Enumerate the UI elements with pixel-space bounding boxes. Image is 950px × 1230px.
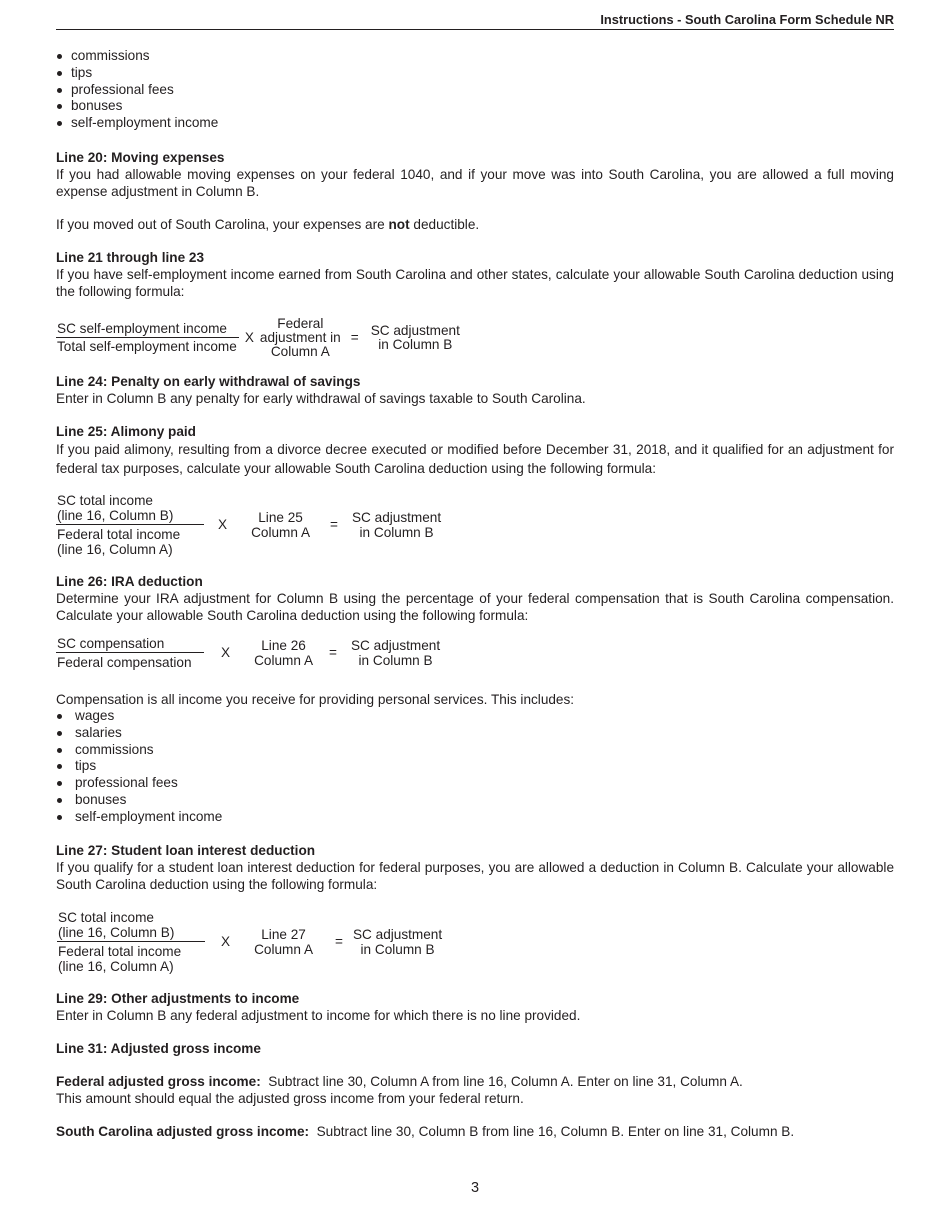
result-term: SC adjustment in Column B — [352, 926, 443, 957]
page-content — [56, 48, 894, 1140]
formula-line-27 — [56, 910, 894, 974]
result-term: SC adjustment in Column B — [351, 509, 442, 540]
list-item: tips — [56, 758, 894, 775]
paragraph: Determine your IRA adjustment for Column B using the percentage of your federal compensation that is South Carolina compensation. Calculate your allowable South Carolina deduction using the following formula: — [56, 590, 894, 623]
formula-line-25 — [56, 493, 894, 557]
denominator: Total self-employment income — [57, 338, 237, 354]
middle-term: Line 26 Column A — [254, 637, 314, 668]
section-line-29 — [56, 990, 894, 1024]
numerator: SC self-employment income — [56, 322, 239, 338]
numerator: SC compensation — [56, 636, 204, 653]
middle-term: Federal adjustment in Column A — [259, 315, 341, 359]
list-item: professional fees — [56, 775, 894, 792]
federal-agi-label: Federal adjusted gross income: — [56, 1073, 261, 1089]
denominator: Federal total income (line 16, Column A) — [58, 943, 182, 974]
list-item: bonuses — [56, 98, 894, 115]
formula-line-21 — [56, 317, 894, 359]
page-header: Instructions - South Carolina Form Schedule NR — [56, 12, 894, 30]
fraction — [56, 322, 239, 354]
paragraph: Compensation is all income you receive for providing personal services. This includes: — [56, 691, 575, 707]
denominator: Federal compensation — [57, 654, 192, 670]
section-title: Line 20: Moving expenses — [56, 149, 225, 165]
equals-sign: = — [335, 934, 343, 950]
times-sign: X — [221, 645, 231, 661]
section-line-26 — [56, 573, 894, 826]
section-title: Line 29: Other adjustments to income — [56, 990, 300, 1006]
list-item: self-employment income — [56, 809, 894, 826]
section-line-25 — [56, 423, 894, 557]
paragraph: If you moved out of South Carolina, your expenses are not deductible. — [56, 216, 480, 232]
numerator: SC total income (line 16, Column B) — [57, 910, 205, 942]
times-sign: X — [218, 517, 228, 533]
equals-sign: = — [350, 329, 359, 345]
list-item: commissions — [56, 742, 894, 759]
denominator: Federal total income (line 16, Column A) — [57, 526, 181, 557]
paragraph: South Carolina adjusted gross income: Subtract line 30, Column B from line 16, Column B. Enter on line 31, Column B. — [56, 1123, 795, 1139]
page-number: 3 — [470, 1180, 480, 1196]
paragraph: Federal adjusted gross income: Subtract line 30, Column A from line 16, Column A. Enter on line 31, Column A. — [56, 1073, 743, 1089]
paragraph: If you qualify for a student loan interest deduction for federal purposes, you are allowed a deduction in Column B. Calculate your allowable South Carolina deduction using the following formula: — [56, 859, 894, 892]
middle-term: Line 27 Column A — [254, 926, 314, 957]
section-line-27 — [56, 842, 894, 974]
continued-income-list — [56, 48, 894, 132]
formula-line-26 — [56, 636, 894, 670]
section-title: Line 26: IRA deduction — [56, 573, 203, 589]
fraction — [56, 636, 204, 670]
list-item: commissions — [56, 48, 894, 65]
section-title: Line 27: Student loan interest deduction — [56, 842, 316, 858]
paragraph: If you have self-employment income earned from South Carolina and other states, calculate your allowable South Carolina deduction using the following formula: — [56, 266, 894, 299]
middle-term: Line 25 Column A — [251, 509, 311, 540]
section-line-24 — [56, 373, 894, 407]
result-term: SC adjustment in Column B — [370, 322, 460, 352]
section-title: Line 25: Alimony paid — [56, 423, 196, 439]
list-item: self-employment income — [56, 115, 894, 132]
paragraph: This amount should equal the adjusted gross income from your federal return. — [56, 1090, 524, 1106]
paragraph: If you had allowable moving expenses on your federal 1040, and if your move was into South Carolina, you are allowed a full moving expense adjustment in Column B. — [56, 166, 894, 199]
compensation-list — [56, 708, 894, 826]
equals-sign: = — [330, 517, 338, 533]
times-sign: X — [221, 934, 231, 950]
section-title: Line 21 through line 23 — [56, 249, 205, 265]
numerator: SC total income (line 16, Column B) — [56, 493, 204, 525]
sc-agi-label: South Carolina adjusted gross income: — [56, 1123, 310, 1139]
list-item: salaries — [56, 725, 894, 742]
paragraph: Enter in Column B any federal adjustment to income for which there is no line provided. — [56, 1007, 581, 1023]
section-line-21 — [56, 249, 894, 359]
section-title: Line 31: Adjusted gross income — [56, 1040, 261, 1056]
list-item: wages — [56, 708, 894, 725]
list-item: professional fees — [56, 82, 894, 99]
fraction — [56, 493, 204, 557]
times-sign: X — [244, 329, 254, 345]
section-line-31 — [56, 1040, 894, 1140]
section-line-20 — [56, 149, 894, 233]
paragraph: Enter in Column B any penalty for early withdrawal of savings taxable to South Carolina. — [56, 390, 586, 406]
paragraph: If you paid alimony, resulting from a divorce decree executed or modified before December 31, 2018, and it qualified for an adjustment for federal tax purposes, calculate your allowable South Carolina deduction using the following formula: — [56, 441, 894, 476]
list-item: tips — [56, 65, 894, 82]
result-term: SC adjustment in Column B — [350, 637, 441, 668]
fraction — [57, 910, 205, 974]
list-item: bonuses — [56, 792, 894, 809]
equals-sign: = — [329, 645, 337, 661]
section-title: Line 24: Penalty on early withdrawal of savings — [56, 373, 361, 389]
